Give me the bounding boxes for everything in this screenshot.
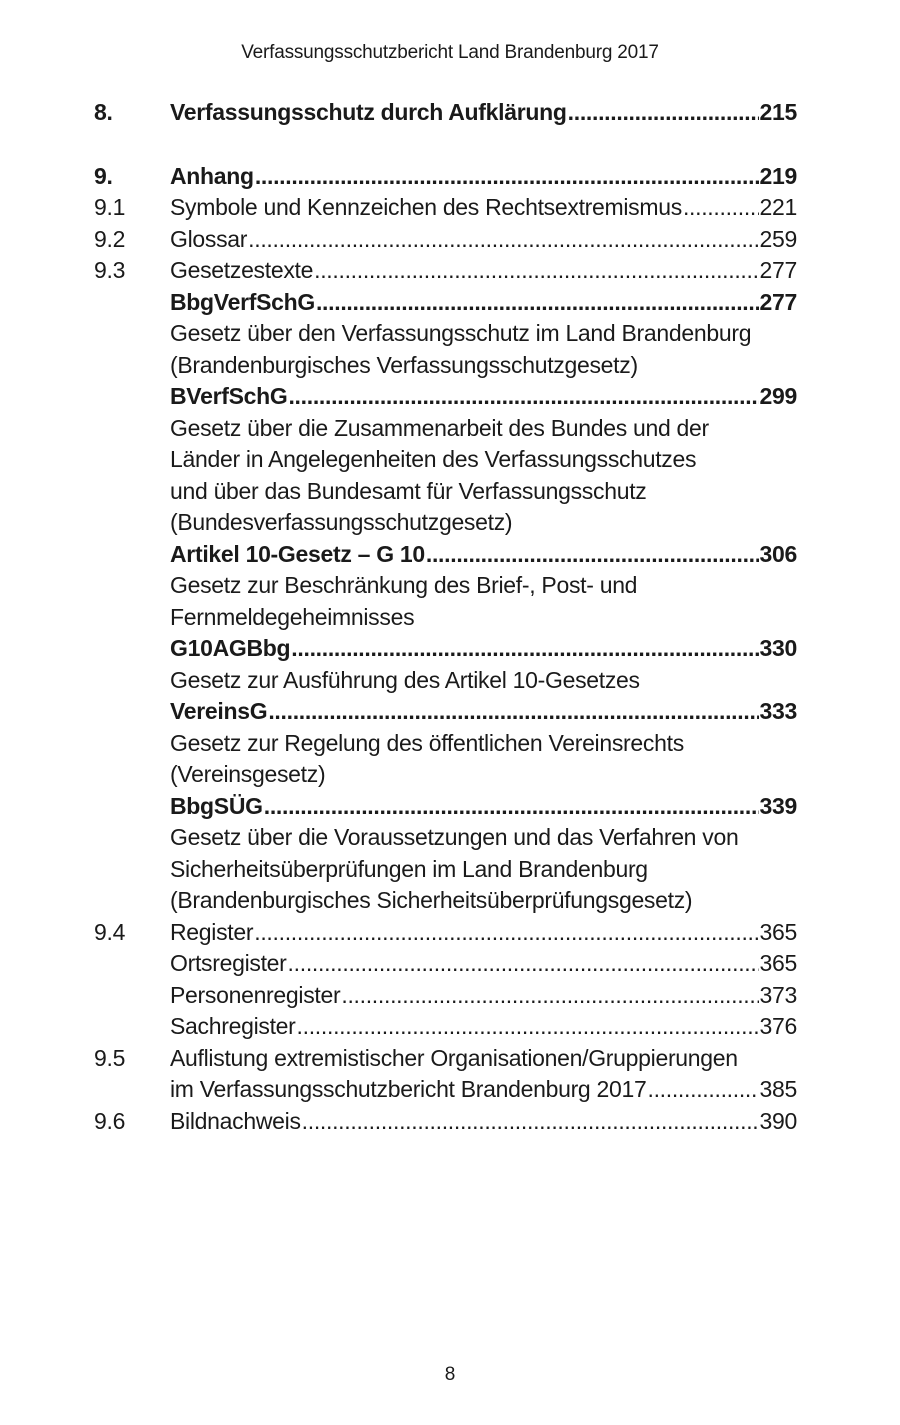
law-description: Gesetz zur Regelung des öffentlichen Vereinsrechts bbox=[170, 729, 684, 756]
dot-leader bbox=[647, 1074, 758, 1106]
dot-leader bbox=[683, 192, 759, 224]
toc-register-orts[interactable] bbox=[94, 948, 797, 980]
toc-title: Ortsregister bbox=[170, 950, 287, 976]
toc-number: 9.6 bbox=[94, 1107, 126, 1134]
dot-leader bbox=[288, 381, 758, 413]
toc-law-vereinsg[interactable] bbox=[94, 696, 797, 728]
toc-page: 215 bbox=[759, 99, 797, 125]
toc-title: Verfassungsschutz durch Aufklärung bbox=[170, 99, 567, 125]
dot-leader bbox=[291, 633, 758, 665]
toc-page: 306 bbox=[759, 540, 797, 567]
toc-chapter-8[interactable] bbox=[94, 97, 797, 129]
running-header: Verfassungsschutzbericht Land Brandenburg 2017 bbox=[241, 42, 659, 63]
toc-section-9-5[interactable] bbox=[94, 1074, 797, 1106]
law-description: (Vereinsgesetz) bbox=[170, 761, 326, 787]
law-description: Gesetz über den Verfassungsschutz im Land Brandenburg bbox=[170, 320, 752, 346]
toc-title: Register bbox=[170, 918, 254, 945]
law-description: Sicherheitsüberprüfungen im Land Brandenburg bbox=[170, 855, 648, 882]
toc-number: 9.3 bbox=[94, 257, 126, 283]
toc-section-9-4[interactable] bbox=[94, 917, 797, 949]
toc-title: BbgSÜG bbox=[170, 792, 263, 819]
toc-law-bverfschg[interactable] bbox=[94, 381, 797, 413]
toc-law-g10agbbg[interactable] bbox=[94, 633, 797, 665]
toc-title: Artikel 10-Gesetz – G 10 bbox=[170, 540, 425, 567]
page-number: 8 bbox=[444, 1364, 456, 1385]
law-description: (Brandenburgisches Sicherheitsüberprüfungsgesetz) bbox=[170, 887, 693, 913]
toc-chapter-9[interactable] bbox=[94, 161, 797, 193]
dot-leader bbox=[314, 255, 758, 287]
toc-title: Personenregister bbox=[170, 981, 341, 1008]
toc-number: 8. bbox=[94, 99, 113, 125]
dot-leader bbox=[297, 1011, 759, 1043]
dot-leader bbox=[248, 224, 758, 256]
toc-page: 365 bbox=[759, 950, 797, 976]
toc-title-line: Auflistung extremistischer Organisationen/Gruppierungen bbox=[170, 1044, 738, 1071]
toc-number: 9.5 bbox=[94, 1044, 126, 1071]
toc-title: BbgVerfSchG bbox=[170, 288, 315, 315]
toc-page: 373 bbox=[759, 981, 797, 1008]
toc-title: Gesetzestexte bbox=[170, 257, 314, 283]
toc-page: 219 bbox=[759, 162, 797, 189]
toc-title: G10AGBbg bbox=[170, 635, 291, 661]
toc-page: 299 bbox=[759, 383, 797, 409]
toc-title: Symbole und Kennzeichen des Rechtsextremismus bbox=[170, 194, 682, 220]
toc-title: Anhang bbox=[170, 162, 254, 189]
toc-law-bbgsueg[interactable] bbox=[94, 791, 797, 823]
toc-register-personen[interactable] bbox=[94, 980, 797, 1012]
law-description: Gesetz zur Ausführung des Artikel 10-Gesetzes bbox=[170, 666, 640, 693]
law-description: und über das Bundesamt für Verfassungsschutz bbox=[170, 477, 647, 504]
law-description: Gesetz über die Voraussetzungen und das Verfahren von bbox=[170, 824, 739, 850]
toc-page: 330 bbox=[759, 635, 797, 661]
toc-page: 277 bbox=[759, 288, 797, 315]
table-of-contents bbox=[94, 97, 797, 1137]
dot-leader bbox=[341, 980, 758, 1012]
toc-section-9-1[interactable] bbox=[94, 192, 797, 224]
toc-page: 277 bbox=[759, 257, 797, 283]
toc-number: 9.4 bbox=[94, 918, 126, 945]
toc-number: 9. bbox=[94, 162, 113, 189]
law-description: (Brandenburgisches Verfassungsschutzgesetz) bbox=[170, 351, 638, 378]
dot-leader bbox=[288, 948, 759, 980]
dot-leader bbox=[254, 917, 758, 949]
dot-leader bbox=[568, 97, 759, 129]
toc-title: VereinsG bbox=[170, 698, 268, 724]
dot-leader bbox=[302, 1106, 759, 1138]
toc-page: 390 bbox=[759, 1107, 797, 1134]
toc-law-bbgverfschg[interactable] bbox=[94, 287, 797, 319]
toc-number: 9.1 bbox=[94, 194, 126, 220]
toc-title: im Verfassungsschutzbericht Brandenburg 2017 bbox=[170, 1076, 647, 1102]
toc-page: 333 bbox=[759, 698, 797, 724]
dot-leader bbox=[316, 287, 759, 319]
toc-title: Bildnachweis bbox=[170, 1107, 301, 1134]
toc-page: 221 bbox=[759, 194, 797, 220]
toc-section-9-5-line1[interactable] bbox=[94, 1043, 797, 1075]
dot-leader bbox=[426, 539, 759, 571]
toc-page: 339 bbox=[759, 792, 797, 819]
dot-leader bbox=[255, 161, 759, 193]
toc-page: 365 bbox=[759, 918, 797, 945]
law-description: Gesetz zur Beschränkung des Brief-, Post- und bbox=[170, 572, 638, 598]
toc-section-9-3[interactable] bbox=[94, 255, 797, 287]
toc-register-sach[interactable] bbox=[94, 1011, 797, 1043]
toc-section-9-6[interactable] bbox=[94, 1106, 797, 1138]
toc-page: 259 bbox=[759, 225, 797, 252]
toc-page: 385 bbox=[759, 1076, 797, 1102]
dot-leader bbox=[264, 791, 759, 823]
toc-page: 376 bbox=[759, 1013, 797, 1039]
toc-title: Sachregister bbox=[170, 1013, 296, 1039]
toc-section-9-2[interactable] bbox=[94, 224, 797, 256]
toc-title: BVerfSchG bbox=[170, 383, 288, 409]
law-description: Länder in Angelegenheiten des Verfassungsschutzes bbox=[170, 446, 697, 472]
dot-leader bbox=[268, 696, 758, 728]
toc-title: Glossar bbox=[170, 225, 248, 252]
law-description: (Bundesverfassungsschutzgesetz) bbox=[170, 509, 513, 535]
toc-law-g10[interactable] bbox=[94, 539, 797, 571]
toc-number: 9.2 bbox=[94, 225, 126, 252]
law-description: Gesetz über die Zusammenarbeit des Bundes und der bbox=[170, 414, 709, 441]
law-description: Fernmeldegeheimnisses bbox=[170, 603, 415, 630]
